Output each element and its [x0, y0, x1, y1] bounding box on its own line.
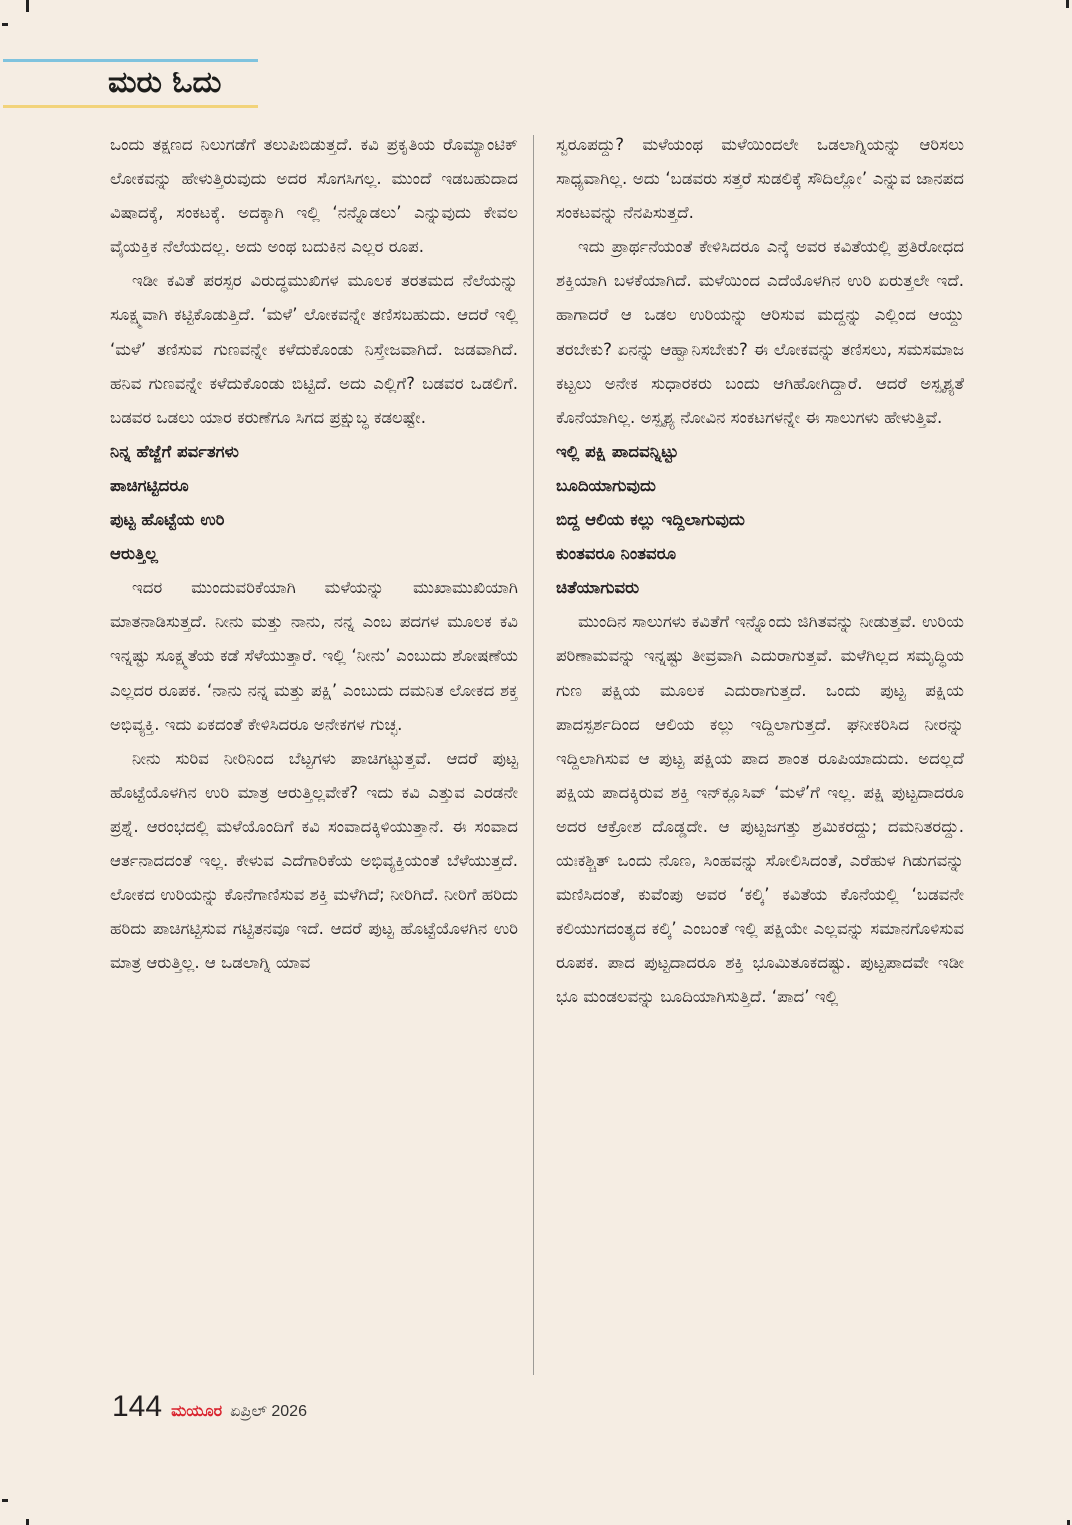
poem-excerpt [110, 435, 518, 571]
issue-date: ಏಪ್ರಿಲ್ 2026 [230, 1403, 307, 1420]
page-footer [112, 1390, 307, 1430]
page-number: 144 [112, 1390, 163, 1423]
paragraph: ಇದರ ಮುಂದುವರಿಕೆಯಾಗಿ ಮಳೆಯನ್ನು ಮುಖಾಮುಖಿಯಾಗಿ ಮಾತನಾಡಿಸುತ್ತದೆ. ನೀನು ಮತ್ತು ನಾನು, ನನ್ನ ಎಂಬ ಪದಗಳ ಮೂಲಕ ಕವಿ ಇನ್ನಷ್ಟು ಸೂಕ್ಷ್ಮತೆಯ ಕಡೆ ಸೆಳೆಯುತ್ತಾರೆ. ಇಲ್ಲಿ ‘ನೀನು’ ಎಂಬುದು ಶೋಷಣೆಯ ಎಲ್ಲದರ ರೂಪಕ. ‘ನಾನು ನನ್ನ ಮತ್ತು ಪಕ್ಷಿ’ ಎಂಬುದು ದಮನಿತ ಲೋಕದ ಶಕ್ತ ಅಭಿವ್ಯಕ್ತಿ. ಇದು ಏಕದಂತೆ ಕೇಳಿಸಿದರೂ ಅನೇಕಗಳ ಗುಚ್ಛ. [110, 578, 518, 734]
poem-excerpt [556, 435, 964, 605]
crop-mark [26, 1519, 29, 1525]
column-divider [533, 135, 534, 1375]
crop-mark [1067, 1520, 1070, 1525]
magazine-logo: ಮಯೂರ [171, 1401, 223, 1420]
poem-line: ಬಿದ್ದ ಆಲಿಯ ಕಲ್ಲು ಇದ್ದಿಲಾಗುವುದು [556, 510, 745, 530]
crop-mark [2, 1499, 8, 1502]
poem-line: ಬೂದಿಯಾಗುವುದು [556, 475, 656, 495]
paragraph: ಒಂದು ತಕ್ಷಣದ ನಿಲುಗಡೆಗೆ ತಲುಪಿಬಿಡುತ್ತದೆ. ಕವಿ ಪ್ರಕೃತಿಯ ರೊಮ್ಯಾಂಟಿಕ್ ಲೋಕವನ್ನು ಹೇಳುತ್ತಿರುವುದು ಅದರ ಸೊಗಸಿಗಲ್ಲ. ಮುಂದೆ ಇಡಬಹುದಾದ ವಿಷಾದಕ್ಕೆ, ಸಂಕಟಕ್ಕೆ. ಅದಕ್ಕಾಗಿ ಇಲ್ಲಿ ‘ನನ್ನೊಡಲು’ ಎನ್ನುವುದು ಕೇವಲ ವೈಯಕ್ತಿಕ ನೆಲೆಯದಲ್ಲ. ಅದು ಅಂಥ ಬದುಕಿನ ಎಲ್ಲರ ರೂಪ. [110, 135, 518, 257]
poem-line: ಇಲ್ಲಿ ಪಕ್ಷಿ ಪಾದವನ್ನಿಟ್ಟು [556, 441, 679, 461]
paragraph: ಇದು ಪ್ರಾರ್ಥನೆಯಂತೆ ಕೇಳಿಸಿದರೂ ಎನ್ಕೆ ಅವರ ಕವಿತೆಯಲ್ಲಿ ಪ್ರತಿರೋಧದ ಶಕ್ತಿಯಾಗಿ ಬಳಕೆಯಾಗಿದೆ. ಮಳೆಯಿಂದ ಎದೆಯೊಳಗಿನ ಉರಿ ಏರುತ್ತಲೇ ಇದೆ. ಹಾಗಾದರೆ ಆ ಒಡಲ ಉರಿಯನ್ನು ಆರಿಸುವ ಮದ್ದನ್ನು ಎಲ್ಲಿಂದ ಆಯ್ದು ತರಬೇಕು? ಏನನ್ನು ಆಹ್ವಾನಿಸಬೇಕು? ಈ ಲೋಕವನ್ನು ತಣಿಸಲು, ಸಮಸಮಾಜ ಕಟ್ಟಲು ಅನೇಕ ಸುಧಾರಕರು ಬಂದು ಆಗಿಹೋಗಿದ್ದಾರೆ. ಆದರೆ ಅಸ್ಪೃಶ್ಯತೆ ಕೊನೆಯಾಗಿಲ್ಲ. ಅಸ್ಪೃಶ್ಯ ನೋವಿನ ಸಂಕಟಗಳನ್ನೇ ಈ ಸಾಲುಗಳು ಹೇಳುತ್ತಿವೆ. [556, 237, 964, 427]
paragraph: ನೀನು ಸುರಿವ ನೀರಿನಿಂದ ಬೆಟ್ಟಗಳು ಪಾಚಿಗಟ್ಟುತ್ತವೆ. ಆದರೆ ಪುಟ್ಟ ಹೊಟ್ಟೆಯೊಳಗಿನ ಉರಿ ಮಾತ್ರ ಆರುತ್ತಿಲ್ಲವೇಕೆ? ಇದು ಕವಿ ಎತ್ತುವ ಎರಡನೇ ಪ್ರಶ್ನೆ. ಆರಂಭದಲ್ಲಿ ಮಳೆಯೊಂದಿಗೆ ಕವಿ ಸಂವಾದಕ್ಕಿಳಿಯುತ್ತಾನೆ. ಈ ಸಂವಾದ ಆರ್ತನಾದದಂತೆ ಇಲ್ಲ. ಕೇಳುವ ಎದೆಗಾರಿಕೆಯ ಅಭಿವ್ಯಕ್ತಿಯಂತೆ ಬೆಳೆಯುತ್ತದೆ. ಲೋಕದ ಉರಿಯನ್ನು ಕೊನೆಗಾಣಿಸುವ ಶಕ್ತಿ ಮಳೆಗಿದೆ; ನೀರಿಗಿದೆ. ನೀರಿಗೆ ಹರಿದು ಹರಿದು ಪಾಚಿಗಟ್ಟಿಸುವ ಗಟ್ಟಿತನವೂ ಇದೆ. ಆದರೆ ಪುಟ್ಟ ಹೊಟ್ಟೆಯೊಳಗಿನ ಉರಿ ಮಾತ್ರ ಆರುತ್ತಿಲ್ಲ. ಆ ಒಡಲಾಗ್ನಿ ಯಾವ [110, 748, 518, 973]
paragraph: ಮುಂದಿನ ಸಾಲುಗಳು ಕವಿತೆಗೆ ಇನ್ನೊಂದು ಜಿಗಿತವನ್ನು ನೀಡುತ್ತವೆ. ಉರಿಯ ಪರಿಣಾಮವನ್ನು ಇನ್ನಷ್ಟು ತೀವ್ರವಾಗಿ ಎದುರಾಗುತ್ತವೆ. ಮಳೆಗಿಲ್ಲದ ಸಮೃದ್ಧಿಯ ಗುಣ ಪಕ್ಷಿಯ ಮೂಲಕ ಎದುರಾಗುತ್ತದೆ. ಒಂದು ಪುಟ್ಟ ಪಕ್ಷಿಯ ಪಾದಸ್ಪರ್ಶದಿಂದ ಆಲಿಯ ಕಲ್ಲು ಇದ್ದಿಲಾಗುತ್ತದೆ. ಘನೀಕರಿಸಿದ ನೀರನ್ನು ಇದ್ದಿಲಾಗಿಸುವ ಆ ಪುಟ್ಟ ಪಕ್ಷಿಯ ಪಾದ ಶಾಂತ ರೂಪಿಯಾದುದು. ಅದಲ್ಲದೆ ಪಕ್ಷಿಯ ಪಾದಕ್ಕಿರುವ ಶಕ್ತಿ ಇನ್‌ಕ್ಲೂಸಿವ್ ‘ಮಳೆ’ಗೆ ಇಲ್ಲ. ಪಕ್ಷಿ ಪುಟ್ಟದಾದರೂ ಅದರ ಆಕ್ರೋಶ ದೊಡ್ಡದೇ. ಆ ಪುಟ್ಟಜಗತ್ತು ಶ್ರಮಿಕರದ್ದು; ದಮನಿತರದ್ದು. ಯಃಕಶ್ಚಿತ್ ಒಂದು ನೊಣ, ಸಿಂಹವನ್ನು ಸೋಲಿಸಿದಂತೆ, ಎರೆಹುಳ ಗಿಡುಗವನ್ನು ಮಣಿಸಿದಂತೆ, ಕುವೆಂಪು ಅವರ ‘ಕಲ್ಕಿ’ ಕವಿತೆಯ ಕೊನೆಯಲ್ಲಿ ‘ಬಡವನೇ ಕಲಿಯುಗದಂತ್ಯದ ಕಲ್ಕಿ’ ಎಂಬಂತೆ ಇಲ್ಲಿ ಪಕ್ಷಿಯೇ ಎಲ್ಲವನ್ನು ಸಮಾನಗೊಳಿಸುವ ರೂಪಕ. ಪಾದ ಪುಟ್ಟದಾದರೂ ಶಕ್ತಿ ಭೂಮಿತೂಕದಷ್ಟು. ಪುಟ್ಟಪಾದವೇ ಇಡೀ ಭೂ ಮಂಡಲವನ್ನು ಬೂದಿಯಾಗಿಸುತ್ತಿದೆ. ‘ಪಾದ’ ಇಲ್ಲಿ [556, 612, 964, 1007]
paragraph: ಇಡೀ ಕವಿತೆ ಪರಸ್ಪರ ವಿರುದ್ಧಮುಖಿಗಳ ಮೂಲಕ ತರತಮದ ನೆಲೆಯನ್ನು ಸೂಕ್ಷ್ಮವಾಗಿ ಕಟ್ಟಿಕೊಡುತ್ತಿದೆ. ‘ಮಳೆ’ ಲೋಕವನ್ನೇ ತಣಿಸಬಹುದು. ಆದರೆ ಇಲ್ಲಿ ‘ಮಳೆ’ ತಣಿಸುವ ಗುಣವನ್ನೇ ಕಳೆದುಕೊಂಡು ನಿಸ್ತೇಜವಾಗಿದೆ. ಜಡವಾಗಿದೆ. ಹನಿವ ಗುಣವನ್ನೇ ಕಳೆದುಕೊಂಡು ಬಿಟ್ಟಿದೆ. ಅದು ಎಲ್ಲಿಗೆ? ಬಡವರ ಒಡಲಿಗೆ. ಬಡವರ ಒಡಲು ಯಾರ ಕರುಣೆಗೂ ಸಿಗದ ಪ್ರಕ್ಷುಬ್ಧ ಕಡಲಷ್ಟೇ. [110, 271, 518, 427]
article-column-left [110, 128, 518, 980]
poem-line: ಪಾಚಿಗಟ್ಟಿದರೂ [110, 475, 189, 495]
article-column-right [556, 128, 964, 1014]
crop-mark [1066, 0, 1069, 8]
crop-mark [2, 23, 8, 26]
poem-line: ಪುಟ್ಟ ಹೊಟ್ಟೆಯ ಉರಿ [110, 510, 225, 530]
crop-mark [26, 0, 29, 12]
poem-line: ಚಿತೆಯಾಗುವರು [556, 578, 640, 598]
paragraph: ಸ್ವರೂಪದ್ದು? ಮಳೆಯಂಥ ಮಳೆಯಿಂದಲೇ ಒಡಲಾಗ್ನಿಯನ್ನು ಆರಿಸಲು ಸಾಧ್ಯವಾಗಿಲ್ಲ. ಅದು ‘ಬಡವರು ಸತ್ತರೆ ಸುಡಲಿಕ್ಕೆ ಸೌದಿಲ್ಲೋ’ ಎನ್ನುವ ಜಾನಪದ ಸಂಕಟವನ್ನು ನೆನಪಿಸುತ್ತದೆ. [556, 135, 964, 223]
poem-line: ಆರುತ್ತಿಲ್ಲ [110, 544, 158, 564]
section-title: ಮರು ಓದು [108, 65, 222, 100]
poem-line: ಕುಂತವರೂ ನಿಂತವರೂ [556, 544, 677, 564]
poem-line: ನಿನ್ನ ಹೆಜ್ಜೆಗೆ ಪರ್ವತಗಳು [110, 441, 239, 461]
header-rule-bottom [3, 105, 258, 108]
